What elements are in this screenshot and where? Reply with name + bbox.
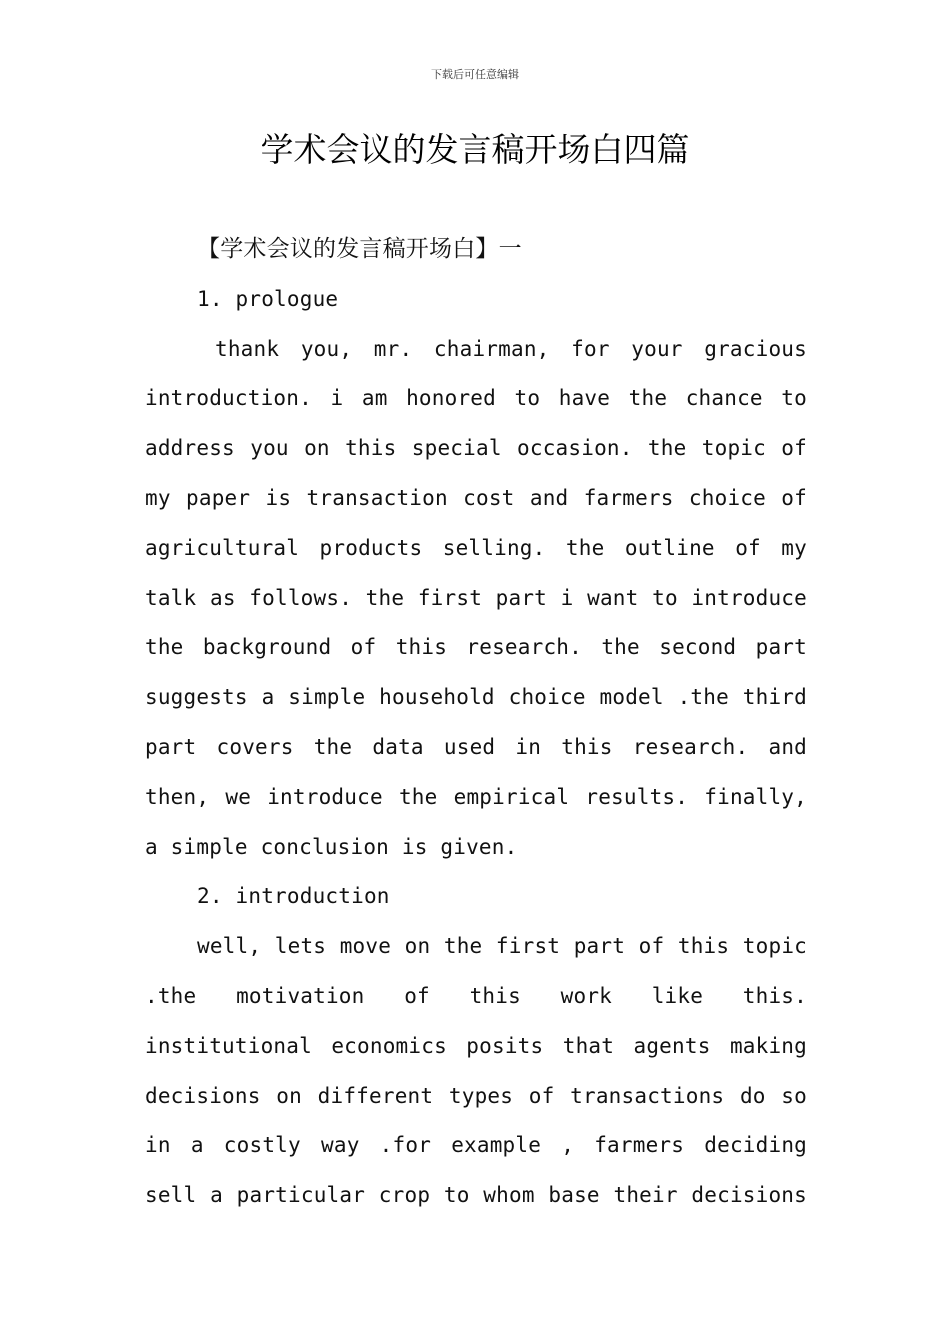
- heading-introduction: 2. introduction: [197, 884, 390, 909]
- paragraph-line: then, we introduce the empirical results. finally,: [145, 784, 807, 809]
- paragraph-line: a simple conclusion is given.: [145, 834, 518, 859]
- document-body: [145, 225, 807, 1221]
- paragraph-line: decisions on different types of transactions do so: [145, 1083, 807, 1108]
- paragraph-line: the background of this research. the second part: [145, 635, 807, 660]
- paragraph-line: talk as follows. the first part i want to introduce: [145, 585, 807, 610]
- header-note: 下载后可任意编辑: [431, 68, 519, 81]
- paragraph-line: suggests a simple household choice model .the third: [145, 685, 807, 710]
- paragraph-line: .the motivation of this work like this.: [145, 983, 807, 1008]
- paragraph-line: part covers the data used in this research. and: [145, 734, 807, 759]
- section-heading: 【学术会议的发言稿开场白】一: [197, 236, 522, 262]
- page-title: 学术会议的发言稿开场白四篇: [260, 130, 690, 169]
- paragraph-line: institutional economics posits that agents making: [145, 1033, 807, 1058]
- paragraph-line: sell a particular crop to whom base their decisions: [145, 1183, 807, 1208]
- paragraph-line: in a costly way .for example , farmers deciding: [145, 1133, 807, 1158]
- paragraph-line: my paper is transaction cost and farmers choice of: [145, 485, 807, 510]
- paragraph-line: well, lets move on the first part of this topic: [197, 934, 807, 959]
- paragraph-line: agricultural products selling. the outline of my: [145, 535, 807, 560]
- paragraph-line: thank you, mr. chairman, for your gracious: [215, 336, 807, 361]
- paragraph-line: address you on this special occasion. the topic of: [145, 436, 807, 461]
- heading-prologue: 1. prologue: [197, 286, 339, 311]
- paragraph-line: introduction. i am honored to have the chance to: [145, 386, 807, 411]
